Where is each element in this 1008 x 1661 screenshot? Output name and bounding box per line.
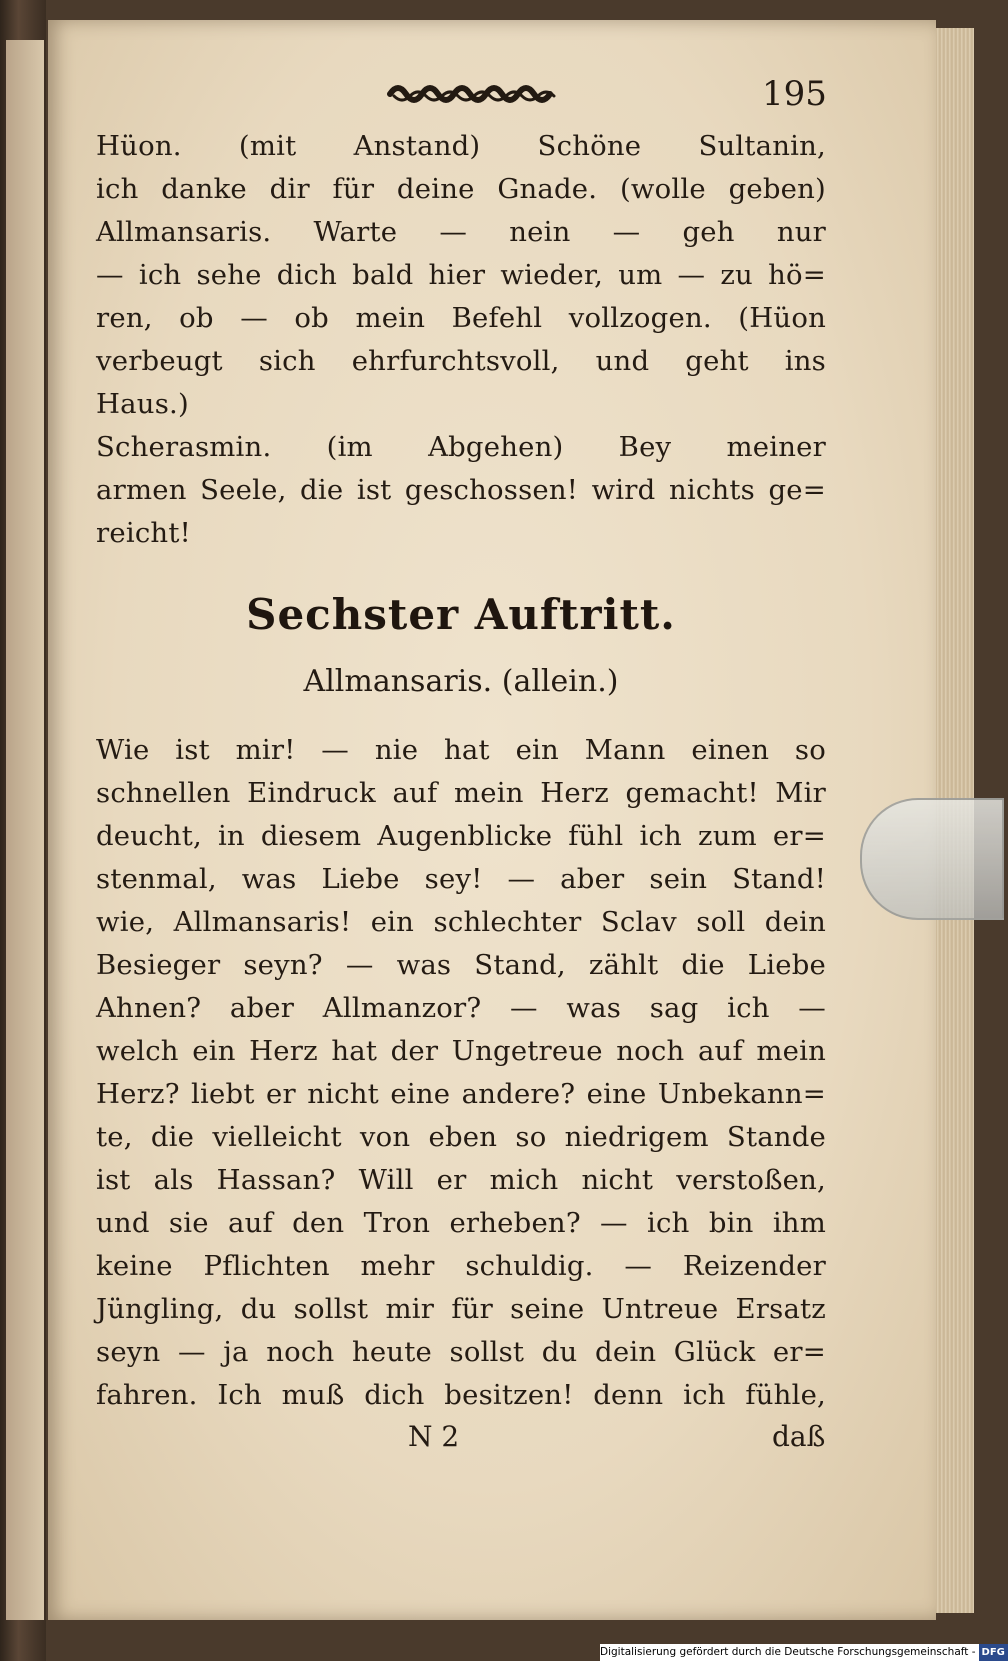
text-line: ist als Hassan? Will er mich nicht verstoßen,	[96, 1164, 826, 1196]
text-line: wie, Allmansaris! ein schlechter Sclav soll dein	[96, 906, 826, 938]
credit-text: Digitalisierung gefördert durch die Deutsche Forschungsgemeinschaft -	[600, 1646, 976, 1658]
text-line: schnellen Eindruck auf mein Herz gemacht! Mir	[96, 777, 826, 809]
left-page-edge	[6, 40, 44, 1620]
scene-heading: Sechster Auftritt.	[246, 590, 676, 639]
text-line: Haus.)	[96, 388, 189, 420]
text-line: Allmansaris. Warte — nein — geh nur	[96, 216, 826, 248]
catchword: daß	[772, 1420, 826, 1453]
text-line: Wie ist mir! — nie hat ein Mann einen so	[96, 734, 826, 766]
text-line: Ahnen? aber Allmanzor? — was sag ich —	[96, 992, 826, 1024]
text-line: Jüngling, du sollst mir für seine Untreue Ersatz	[96, 1293, 826, 1325]
ornament-icon	[388, 78, 558, 108]
text-line: fahren. Ich muß dich besitzen! denn ich fühle,	[96, 1379, 826, 1411]
text-line: ich danke dir für deine Gnade. (wolle geben)	[96, 173, 826, 205]
text-line: keine Pflichten mehr schuldig. — Reizender	[96, 1250, 826, 1282]
text-line: deucht, in diesem Augenblicke fühl ich zum er=	[96, 820, 826, 852]
text-line: reicht!	[96, 517, 191, 549]
scene-subheading: Allmansaris. (allein.)	[303, 664, 619, 699]
text-line: welch ein Herz hat der Ungetreue noch auf mein	[96, 1035, 826, 1067]
signature-mark: N 2	[408, 1420, 460, 1453]
text-line: und sie auf den Tron erheben? — ich bin ihm	[96, 1207, 826, 1239]
digitization-credit	[600, 1644, 1005, 1661]
text-line: Hüon. (mit Anstand) Schöne Sultanin,	[96, 130, 826, 162]
text-line: seyn — ja noch heute sollst du dein Glück er=	[96, 1336, 826, 1368]
text-line: armen Seele, die ist geschossen! wird nichts ge=	[96, 474, 826, 506]
dfg-logo: DFG	[979, 1644, 1008, 1661]
text-line: Herz? liebt er nicht eine andere? eine Unbekann=	[96, 1078, 826, 1110]
text-line: verbeugt sich ehrfurchtsvoll, und geht ins	[96, 345, 826, 377]
text-line: — ich sehe dich bald hier wieder, um — zu hö=	[96, 259, 826, 291]
page-clip-tab	[860, 798, 1004, 920]
text-line: Scherasmin. (im Abgehen) Bey meiner	[96, 431, 826, 463]
text-line: stenmal, was Liebe sey! — aber sein Stand!	[96, 863, 826, 895]
page-number: 195	[762, 74, 827, 114]
text-line: Besieger seyn? — was Stand, zählt die Liebe	[96, 949, 826, 981]
text-line: te, die vielleicht von eben so niedrigem Stande	[96, 1121, 826, 1153]
text-line: ren, ob — ob mein Befehl vollzogen. (Hüon	[96, 302, 826, 334]
